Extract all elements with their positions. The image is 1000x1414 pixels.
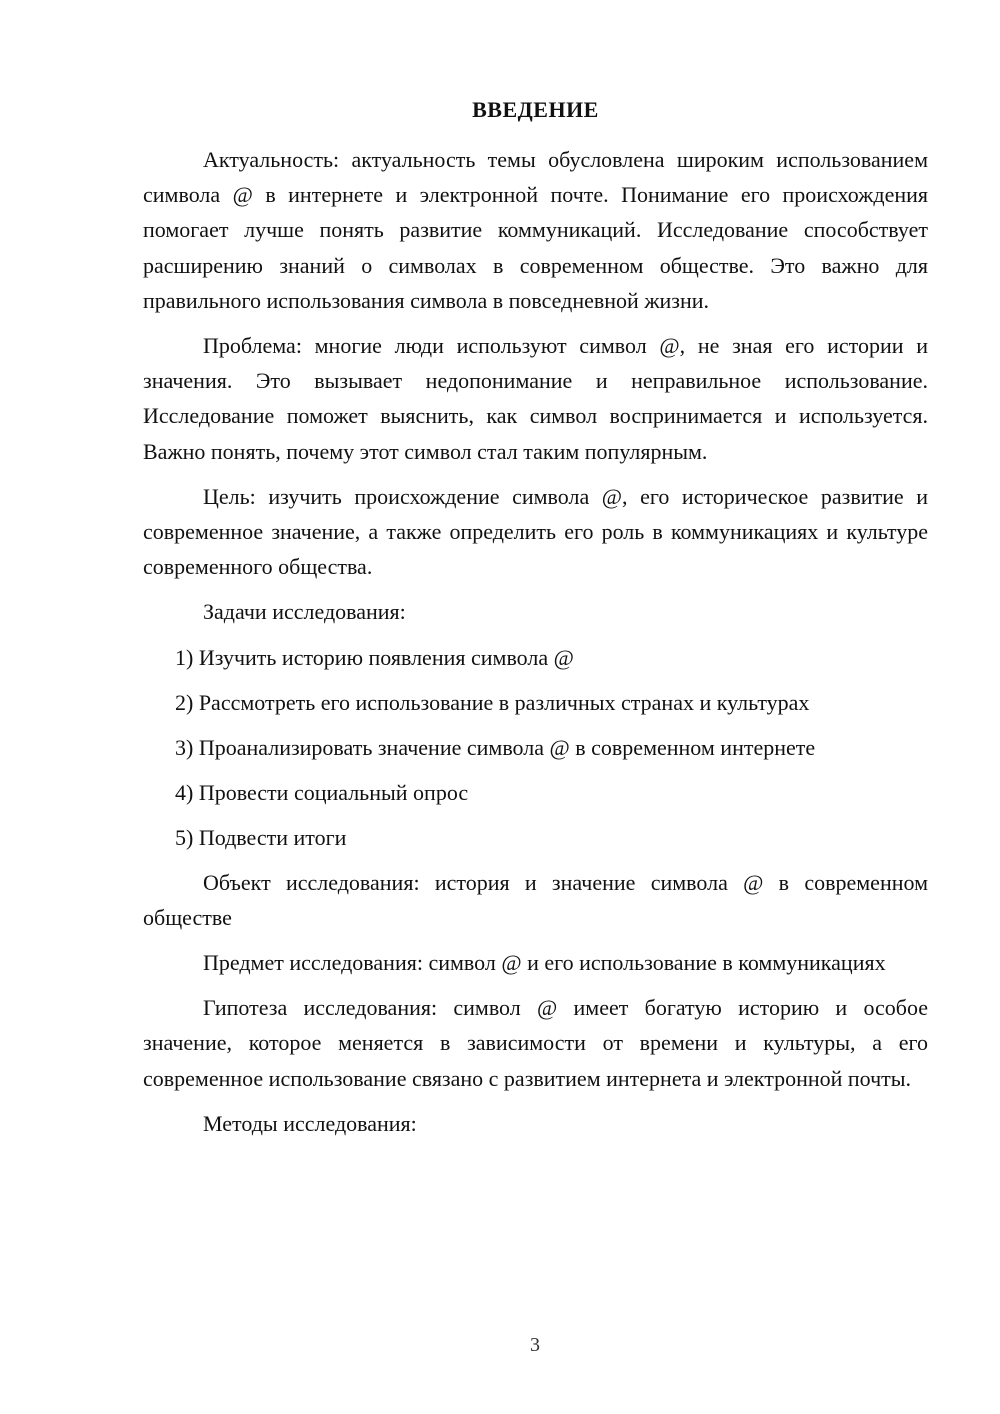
relevance-paragraph: Актуальность: актуальность темы обусловлена широким использованием символа @ в интернете и электронной почте. Понимание его происхождения помогает лучше понять развитие коммуникаций. Исследование способствует расширению знаний о символах в современном обществе. Это важно для правильного использования символа в повседневной жизни. — [143, 147, 928, 313]
hypothesis-paragraph: Гипотеза исследования: символ @ имеет богатую историю и особое значение, которое меняется в зависимости от времени и культуры, а его современное использование связано с развитием интернета и электронной почты. — [143, 995, 928, 1091]
methods-heading: Методы исследования: — [203, 1110, 417, 1136]
subject-paragraph: Предмет исследования: символ @ и его использование в коммуникациях — [203, 950, 886, 976]
goal-paragraph: Цель: изучить происхождение символа @, его историческое развитие и современное значение, а также определить его роль в коммуникациях и культуре современного общества. — [143, 483, 928, 580]
document-page — [143, 93, 928, 1141]
problem-paragraph: Проблема: многие люди используют символ @, не зная его истории и значения. Это вызывает недопонимание и неправильное использование. Исследование поможет выяснить, как символ воспринимается и используется. Важно понять, почему этот символ стал таким популярным. — [143, 333, 928, 464]
page-number: 3 — [530, 1334, 540, 1356]
tasks-heading: Задачи исследования: — [203, 599, 406, 625]
task-item-4: 4) Провести социальный опрос — [175, 779, 469, 805]
task-item-3: 3) Проанализировать значение символа @ в современном интернете — [175, 734, 816, 760]
task-item-2: 2) Рассмотреть его использование в различных странах и культурах — [175, 689, 810, 715]
object-paragraph: Объект исследования: история и значение символа @ в современном обществе — [143, 869, 928, 930]
task-item-1: 1) Изучить историю появления символа @ — [175, 644, 574, 670]
section-title: ВВЕДЕНИЕ — [472, 97, 599, 122]
task-item-5: 5) Подвести итоги — [175, 824, 347, 850]
